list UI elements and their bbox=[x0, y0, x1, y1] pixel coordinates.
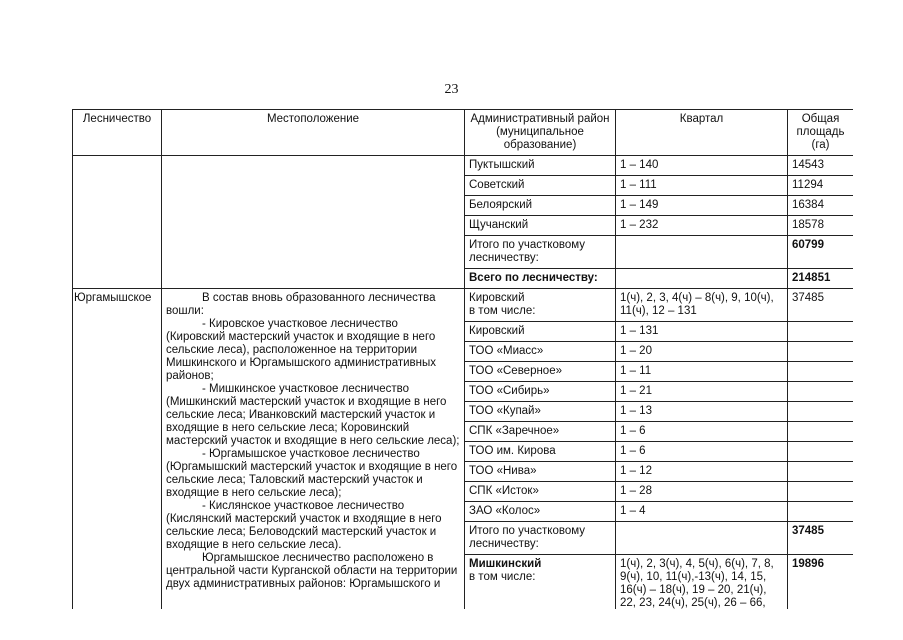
location-description bbox=[162, 289, 465, 610]
district-sub: в том числе: bbox=[469, 571, 536, 583]
quarter-cell: 1 – 6 bbox=[616, 422, 788, 442]
area-cell bbox=[788, 402, 854, 422]
table-row bbox=[73, 156, 854, 176]
area-cell bbox=[788, 342, 854, 362]
district-cell: ЗАО «Колос» bbox=[465, 502, 616, 522]
header-district: Административный район (муниципальное образование) bbox=[465, 110, 616, 156]
forestry-name: Юргамышское bbox=[73, 289, 162, 610]
area-cell bbox=[788, 462, 854, 482]
area-cell: 37485 bbox=[788, 289, 854, 322]
description-paragraph: - Кировское участковое лесничество (Кировский мастерский участок и входящие в него сельские леса), расположенное на территории Мишкинского и Юргамышского административных районов; bbox=[166, 318, 437, 382]
area-cell bbox=[788, 502, 854, 522]
district-cell: ТОО им. Кирова bbox=[465, 442, 616, 462]
subtotal-area: 37485 bbox=[788, 522, 854, 555]
quarter-cell: 1 – 13 bbox=[616, 402, 788, 422]
header-location: Местоположение bbox=[162, 110, 465, 156]
district-cell: СПК «Исток» bbox=[465, 482, 616, 502]
description-paragraph: В состав вновь образованного лесничества вошли: bbox=[166, 292, 436, 317]
description-paragraph: Юргамышское лесничество расположено в центральной части Курганской области на территории двух административных районов: Юргамышского и bbox=[166, 552, 458, 590]
area-cell: 11294 bbox=[788, 176, 854, 196]
quarter-cell: 1 – 6 bbox=[616, 442, 788, 462]
district-cell: Щучанский bbox=[465, 216, 616, 236]
quarter-cell: 1 – 140 bbox=[616, 156, 788, 176]
area-cell: 19896 bbox=[788, 555, 854, 610]
subtotal-label: Итого по участковому лесничеству: bbox=[465, 236, 616, 269]
quarter-cell: 1 – 149 bbox=[616, 196, 788, 216]
area-cell: 14543 bbox=[788, 156, 854, 176]
area-cell bbox=[788, 382, 854, 402]
area-cell bbox=[788, 482, 854, 502]
description-paragraph: - Юргамышское участковое лесничество (Юргамышский мастерский участок и входящие в него сельские леса; Таловский мастерский участок и входящие в него сельские леса); bbox=[166, 448, 458, 499]
quarter-cell: 1 – 11 bbox=[616, 362, 788, 382]
district-cell bbox=[465, 555, 616, 610]
area-cell bbox=[788, 422, 854, 442]
district-cell: Белоярский bbox=[465, 196, 616, 216]
district-cell: Советский bbox=[465, 176, 616, 196]
table-row bbox=[73, 289, 854, 322]
district-cell: ТОО «Миасс» bbox=[465, 342, 616, 362]
area-cell: 16384 bbox=[788, 196, 854, 216]
total-area: 214851 bbox=[788, 269, 854, 289]
quarter-cell: 1 – 20 bbox=[616, 342, 788, 362]
quarter-cell: 1 – 28 bbox=[616, 482, 788, 502]
total-label: Всего по лесничеству: bbox=[465, 269, 616, 289]
district-cell: ТОО «Нива» bbox=[465, 462, 616, 482]
header-quarter: Квартал bbox=[616, 110, 788, 156]
area-cell bbox=[788, 362, 854, 382]
district-cell bbox=[465, 289, 616, 322]
quarter-cell: 1 – 12 bbox=[616, 462, 788, 482]
quarter-cell: 1 – 4 bbox=[616, 502, 788, 522]
forestry-cell-prev bbox=[73, 156, 162, 289]
quarter-cell bbox=[616, 269, 788, 289]
quarter-cell: 1(ч), 2, 3(ч), 4, 5(ч), 6(ч), 7, 8, 9(ч), 10, 11(ч),-13(ч), 14, 15, 16(ч) – 18(ч), 19 – 20, 21(ч), 22, 23, 24(ч), 25(ч), 26 – 66, bbox=[616, 555, 788, 610]
district-cell: ТОО «Сибирь» bbox=[465, 382, 616, 402]
district-cell: Пуктышский bbox=[465, 156, 616, 176]
quarter-cell: 1 – 232 bbox=[616, 216, 788, 236]
district-cell: Кировский bbox=[465, 322, 616, 342]
description-paragraph: - Мишкинское участковое лесничество (Мишкинский мастерский участок и входящие в него сельские леса; Иванковский мастерский участок и входящие в него сельские леса; Коровинский мастерский участок и входящие в него сельские леса); bbox=[166, 383, 460, 447]
description-paragraph: - Кислянское участковое лесничество (Кислянский мастерский участок и входящие в него сельские леса; Беловодский мастерский участок и входящие в него сельские леса). bbox=[166, 500, 442, 551]
forestry-table-sheet bbox=[72, 109, 853, 609]
area-cell: 18578 bbox=[788, 216, 854, 236]
district-cell: ТОО «Северное» bbox=[465, 362, 616, 382]
quarter-cell: 1(ч), 2, 3, 4(ч) – 8(ч), 9, 10(ч), 11(ч), 12 – 131 bbox=[616, 289, 788, 322]
quarter-cell: 1 – 21 bbox=[616, 382, 788, 402]
district-cell: СПК «Заречное» bbox=[465, 422, 616, 442]
district-name: Мишкинский bbox=[469, 558, 542, 570]
district-name: Кировский bbox=[469, 292, 525, 304]
district-sub: в том числе: bbox=[469, 305, 536, 317]
area-cell bbox=[788, 442, 854, 462]
district-cell: ТОО «Купай» bbox=[465, 402, 616, 422]
header-area: Общая площадь (га) bbox=[788, 110, 854, 156]
subtotal-label: Итого по участковому лесничеству: bbox=[465, 522, 616, 555]
header-row bbox=[73, 110, 854, 156]
subtotal-area: 60799 bbox=[788, 236, 854, 269]
forestry-table bbox=[72, 109, 853, 609]
header-forestry: Лесничество bbox=[73, 110, 162, 156]
location-cell-prev bbox=[162, 156, 465, 289]
quarter-cell bbox=[616, 522, 788, 555]
quarter-cell: 1 – 111 bbox=[616, 176, 788, 196]
page-number: 23 bbox=[444, 82, 459, 97]
quarter-cell bbox=[616, 236, 788, 269]
area-cell bbox=[788, 322, 854, 342]
quarter-cell: 1 – 131 bbox=[616, 322, 788, 342]
